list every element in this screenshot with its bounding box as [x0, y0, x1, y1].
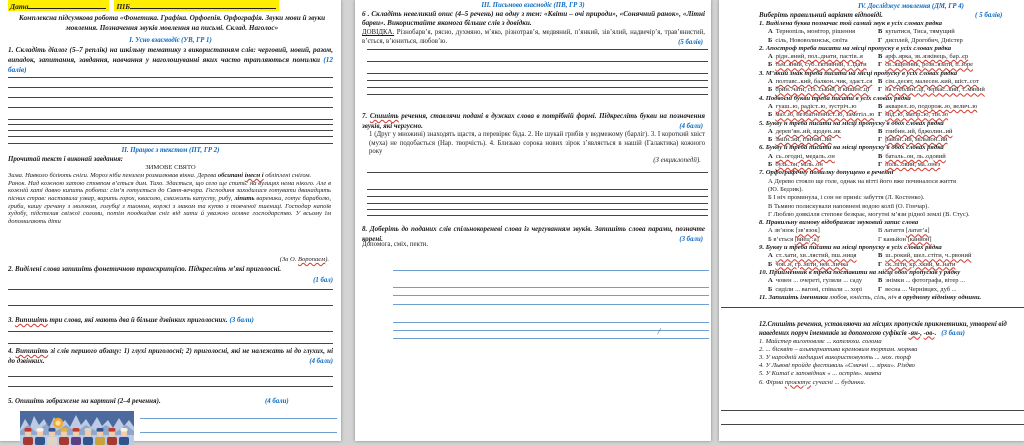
question-text: 11. Запишіть іменники — [759, 293, 830, 301]
section-divider-line — [8, 143, 333, 144]
story-segment: обліплені снігом. — [263, 172, 312, 179]
question-text: наведених поруч іменників за допомогою суфіксів — [759, 329, 909, 337]
option-g — [878, 61, 1024, 69]
writing-line-blue — [140, 432, 337, 433]
options-row — [759, 227, 1024, 235]
option-a — [768, 227, 878, 235]
question-2 — [759, 45, 1024, 70]
option-text-misspelled: маз..ю, незбагненніст..ю, заметіл..ю — [775, 111, 875, 119]
task-7-attribution: (З енциклопедії). — [653, 157, 701, 164]
question-text: 10. Прийменник в треба поставити на місці обох пропусків у рядку — [759, 268, 961, 276]
story-paragraph-1 — [8, 172, 331, 180]
task-6: 6 . Складіть невеликий опис (4–5 речень) на одну з тем: «Квіти – очі природи», «Сонячний ранок», «Літні барви». Використайте якомога більше слів з довідки. — [362, 10, 705, 28]
option-v — [878, 53, 1024, 61]
option-b — [768, 37, 878, 45]
sentence-item: 4. У Львові пройде фестиваль «Смачні ... зірки». Різдво — [759, 362, 915, 370]
question-1 — [759, 20, 1024, 45]
option-v — [878, 153, 1024, 161]
option-a: А Дерево стояло ще голе, однак на вітті його вже починалося життя (Ю. Бедзик). — [768, 177, 957, 193]
task-2: 2. Виділені слова запишіть фонетичною транскрипцією. Підкресліть м’які приголосні. — [8, 265, 282, 273]
name-highlight — [114, 0, 279, 11]
task-7 — [362, 112, 705, 131]
option-letter: В — [878, 252, 883, 260]
test-intro-text: Виберіть правильний варіант відповіді. — [759, 11, 883, 19]
task-6-points: (5 балів) — [678, 39, 703, 46]
writing-line — [367, 73, 708, 74]
writing-line — [8, 130, 333, 131]
option-letter: Б — [768, 136, 773, 144]
section-heading-written: ІІІ. Письмово взаємодіє (ПВ, ГР 3) — [481, 2, 585, 9]
option-g — [878, 37, 1024, 45]
option-letter: Б — [768, 36, 773, 44]
writing-line — [8, 305, 333, 306]
writing-line — [8, 136, 333, 137]
option-text-misspelled: брин..чати, сіл..ський, в кишен..ці — [775, 86, 870, 94]
question-6 — [759, 144, 1024, 169]
option-g: Г Люблю довкілля степове безкрає, могутні м’язи рідної землі (В. Стус). — [768, 210, 970, 218]
option-a — [768, 252, 878, 260]
writing-line-blue — [393, 287, 709, 288]
writing-line-blue — [393, 338, 709, 339]
option-text: Б в’ється — [768, 235, 795, 243]
option-letter: Б — [768, 61, 773, 69]
story-attribution — [8, 256, 329, 264]
option-text-misspelled: рідн..яний, пол..днати, пастів..я — [775, 53, 863, 61]
task-4-text: зі слів першого абзацу: 1) глухі приголосні; 2) приголосні, які не належать ні до глухих, ні до дзвінких. — [8, 347, 334, 365]
options-row — [759, 28, 1024, 36]
option-text: знімки ... фотографа, вітер ... — [885, 277, 965, 285]
document-page-3[interactable] — [719, 0, 1024, 441]
writing-line — [367, 215, 708, 216]
option-letter: Б — [768, 161, 773, 169]
attribution-segment: (За О. — [279, 256, 298, 263]
option-b — [768, 161, 878, 169]
task-1-points: (12 балів) — [8, 55, 333, 74]
task-8-words: Допомога, сміх, пекти. — [362, 241, 429, 248]
option-text-misspelled: на стеблин..ці, черкас..кий, т..мяний — [885, 86, 985, 94]
test-intro — [759, 11, 1024, 20]
option-a — [768, 78, 878, 86]
task-7-verb-misspelled: Спишіть — [369, 112, 399, 120]
question-5 — [759, 120, 1024, 145]
options-row — [759, 103, 1024, 111]
option-b — [768, 286, 878, 294]
option-text: Г каньйон — [878, 235, 908, 243]
option-text-misspelled: ш..рокий, шел..стіти, ч..рвоний — [885, 252, 972, 260]
attribution-name-misspelled: Воропаєм — [298, 256, 326, 263]
option-text-misspelled: глибин..ий, бджолин..ий — [885, 127, 953, 135]
option-letter: А — [768, 28, 773, 36]
writing-line — [8, 87, 333, 88]
word-misspelled: проєктує — [784, 378, 812, 386]
options-row — [759, 78, 1024, 86]
option-letter: А — [768, 127, 773, 135]
question-text: 7. Орфографічну помилку допущено в реченні — [759, 169, 894, 177]
option-letter: Г — [878, 285, 883, 293]
question-text: 4. Подвоєні букви треба писати в усіх словах рядка — [759, 94, 911, 102]
writing-line — [367, 49, 708, 50]
option-text: дисплей, Дрогобич, Дністер — [885, 36, 963, 44]
option-text: Тернопіль, монітор, рішення — [775, 28, 856, 36]
transcription-misspelled: [вйец’:а] — [794, 235, 819, 243]
option-letter: А — [768, 152, 773, 160]
question-text: 1. Виділена буква позначає той самий звук в усіх словах рядка — [759, 20, 942, 27]
task-7-number: 7. — [362, 112, 370, 120]
options-row — [759, 286, 1024, 294]
options-row — [759, 111, 1024, 119]
option-text-misspelled: ск..піти, кр..хкий, м..нати — [885, 260, 956, 268]
option-letter: Г — [878, 36, 883, 44]
option-letter: Б — [768, 86, 773, 94]
option-letter: А — [768, 78, 773, 86]
option-a — [768, 153, 878, 161]
task-3-number: 3. — [8, 316, 15, 324]
text-cursor-mark: / — [656, 326, 662, 336]
question-text: 9. Букву и треба писати на місці пропуску в усіх словах рядка — [759, 244, 942, 252]
question-text: 6. Букву й треба писати на місці пропуску в обох словах рядка — [759, 144, 944, 152]
task-4 — [8, 347, 333, 366]
option-text-misspelled: зміїн..ий, глинян..ий — [775, 136, 832, 144]
question-4 — [759, 95, 1024, 120]
read-prompt: Прочитай текст і виконай завдання: — [8, 156, 124, 163]
question-text: 5. Букву н треба писати на місці пропуску в обох словах рядка — [759, 119, 944, 127]
option-text-misspelled: полтавс..кий, балкон..чик, здаєт..ся — [775, 78, 873, 86]
option-text-misspelled: тьм..яний, суб..єктивний, з..їдати — [775, 61, 867, 69]
header-highlight-band — [8, 0, 279, 11]
dovidka-block — [362, 29, 705, 47]
option-text-misspelled: сім..десят, малесен..кий, шіст..сот — [885, 78, 979, 86]
option-b — [768, 86, 878, 94]
question-text: . — [934, 329, 937, 337]
question-11 — [759, 294, 1024, 302]
question-text: в орудному відмінку однини. — [896, 293, 982, 301]
name-label: ПІБ — [116, 2, 130, 11]
option-letter: А — [768, 102, 773, 110]
option-letter: В — [878, 53, 883, 61]
question-nouns: любов, юність, сіль, ніч — [829, 293, 897, 301]
section-heading-text-work: ІІ. Працює з текстом (ПТ, ГР 2) — [121, 147, 220, 154]
writing-line — [367, 203, 708, 204]
option-text-misspelled: арф..ярка, зв..язківець, бар..єр — [885, 53, 969, 61]
task-3-verb-misspelled: Випишіть — [15, 316, 48, 324]
option-text-misspelled: акварел..ю, подорож..ю, велич..ю — [885, 102, 978, 110]
options-row — [759, 37, 1024, 45]
writing-line-blue — [393, 270, 709, 271]
transcription-misspelled: [канйон] — [907, 235, 932, 243]
story-bold-word-misspelled: інеєм і — [244, 172, 264, 179]
writing-line — [8, 119, 333, 120]
option-letter: Б — [768, 260, 773, 268]
options-row — [759, 252, 1024, 260]
writing-line — [8, 124, 333, 125]
question-3 — [759, 70, 1024, 95]
option-v — [878, 103, 1024, 111]
option-b — [768, 236, 878, 244]
option-text-misspelled: сь..огодні, медаль..он — [775, 152, 835, 160]
assignment-title: Комплексна підсумкова робота «Фонетика. Графіка. Орфоепія. Орфографія. Звуки мови й звуки мовлення. Позначення звуків мовлення на письмі. Склад. Наголос» — [18, 14, 326, 33]
writing-line-blue — [393, 295, 709, 296]
task-1 — [8, 46, 333, 75]
option-b — [768, 111, 878, 119]
option-g — [878, 236, 1024, 244]
option-text: сіль, Нововолинськ, сюїта — [775, 36, 848, 44]
option-letter: В — [878, 102, 883, 110]
dovidka-words: Різнобарв’я, рясно, духмяно, м’яко, різнотрав’я, медвяний, п’янкий, зів’ялий, надвечір’я, трав’янистий, в’ється, в’юниться, любов’ю. — [362, 29, 705, 45]
option-letter: А — [768, 53, 773, 61]
option-text: В латаття — [878, 227, 906, 235]
question-12-points: (3 бали) — [941, 329, 965, 337]
option-g — [878, 111, 1024, 119]
suffix-misspelled: -ов- — [923, 329, 935, 337]
option-letter: В — [878, 152, 883, 160]
option-a — [768, 103, 878, 111]
writing-line-blue — [393, 322, 709, 323]
suffix-misspelled: -ян- — [908, 329, 921, 337]
option-letter: В — [878, 78, 883, 86]
task-4-points: (4 бали) — [309, 358, 333, 365]
option-text: сиділи ... вагоні, співали ... хорі — [775, 285, 863, 293]
question-text: , — [920, 329, 924, 337]
option-a — [768, 53, 878, 61]
writing-line — [8, 376, 333, 377]
test-points: ( 5 балів) — [975, 11, 1003, 19]
option-text-misspelled: дерев’ян..ий, щоден..ик — [775, 127, 841, 135]
options-row — [759, 261, 1024, 269]
writing-line — [721, 410, 1024, 411]
writing-line — [8, 289, 333, 290]
option-g — [878, 286, 1024, 294]
option-a — [768, 128, 878, 136]
question-12 — [759, 321, 1024, 338]
option-g — [878, 86, 1024, 94]
option-letter: А — [768, 252, 773, 260]
option-letter: В — [878, 127, 883, 135]
task-7-text: речення, ставлячи подані в дужках слова в потрібній формі. Підкресліть букви на позначення звуків, які чергуємо. — [362, 112, 706, 130]
option-text-misspelled: мід..ю, матір..ю, тін..ю — [885, 111, 948, 119]
options-row — [759, 61, 1024, 69]
writing-line — [367, 196, 708, 197]
options-row — [759, 86, 1024, 94]
question-text: 3. М’який знак треба писати на місці пропуску в усіх словах рядка — [759, 69, 958, 77]
transcription-misspelled: [латат’а] — [905, 227, 930, 235]
task-4-verb-misspelled: Випишіть — [15, 347, 49, 355]
option-b — [768, 136, 878, 144]
question-10 — [759, 269, 1024, 294]
writing-line — [8, 386, 333, 387]
writing-line — [8, 97, 333, 98]
date-highlight — [8, 0, 109, 11]
task-5: 5. Опишіть зображене на картині (2–4 речення). — [8, 397, 161, 405]
option-a — [768, 277, 878, 285]
option-g — [878, 261, 1024, 269]
option-g — [878, 136, 1024, 144]
sentence-item: 5. У Китаї є заповідник « ... острів». мавпа — [759, 370, 882, 378]
option-letter: Г — [878, 161, 883, 169]
name-blank-line — [130, 0, 276, 9]
option-v — [878, 78, 1024, 86]
story-bold-word: ліпить — [234, 194, 255, 202]
question-8 — [759, 219, 1024, 244]
sentence-item — [759, 379, 1024, 387]
option-letter: Г — [878, 61, 883, 69]
option-text-misspelled: поль..овий, ма..онез — [885, 161, 941, 169]
task-5-points: (4 бали) — [265, 398, 289, 405]
option-letter: Б — [768, 111, 773, 119]
options-row — [759, 236, 1024, 244]
writing-line-blue — [393, 304, 709, 305]
option-v — [878, 252, 1024, 260]
writing-line-blue — [393, 330, 709, 331]
option-text: купатися, Тиса, тямущий — [885, 28, 955, 36]
task-4-number: 4. — [8, 347, 16, 355]
story-title: ЗИМОВЕ СВЯТО — [145, 164, 196, 171]
writing-line-blue — [140, 418, 337, 419]
option-b: Б І ніч проминула, і сон не приніс забуття (Л. Костенко). — [768, 194, 925, 202]
writing-line — [367, 61, 708, 62]
option-text: весна ... Чернівцях, дуб ... — [885, 285, 957, 293]
task-8-points: (3 бали) — [679, 236, 703, 243]
writing-line — [8, 107, 333, 108]
task-3-points: (3 бали) — [229, 316, 254, 324]
story-segment: вареники, готує бараболю, гриби, кашу гречану з молоком, голубці з пшоном, коржі з маком та кутю з товченої пшениці. Господар напоїв худобу, підстелив свіжої соломи, потім поодкидав сніг від хати й уважно огляне господарство. У всьому їм допомагають діти — [8, 194, 331, 225]
writing-line — [8, 343, 333, 344]
task-7-sentences: 1 (Друг у множині) знаходять щастя, а перевіряє біда. 2. Не шукай грибів у ведмежому (барліг). 3. І короткий хвіст (муха) не подобається (Нар. творчість). 4. Близько сорока нових зірок з’являється в нашій (Галактика) кожного року — [369, 131, 705, 156]
option-text: човен ... очереті, гуляли ... саду — [775, 277, 863, 285]
option-v: В Тьмяно полискували наповнені водою колії (О. Гончар). — [768, 202, 929, 210]
writing-line — [367, 189, 708, 190]
options-row — [759, 136, 1024, 144]
option-text-misspelled: буль..он, міль..он — [775, 161, 823, 169]
question-9 — [759, 244, 1024, 269]
question-text: 2. Апостроф треба писати на місці пропуску в усіх словах рядка — [759, 44, 952, 52]
task-8: 8. Доберіть до поданих слів спільнокореневі слова із чергуванням звуків. Запишіть слова парами, позначте корені. — [362, 225, 705, 243]
dovidka-label: ДОВІДКА. — [362, 29, 395, 36]
question-text-line-1: 12.Спишіть речення, уставляючи на місцях пропусків прикметники, утворені від — [759, 321, 1007, 329]
writing-line — [8, 77, 333, 78]
story-segment: Ранок. Над кожною хатою стовпом в’ється дим. Тихо. Здається, що село ще спить: на вулицях нема нікого. Але в кожній хаті давно кипить робота: сім’я готується до Свят-вечора. Господиня заходилася готувати дванадцять пісних страв: наставила узвар, варить горох, квасолю, смажить капусту, рибу, — [8, 179, 331, 202]
option-v — [878, 128, 1024, 136]
task-7-points: (4 бали) — [679, 123, 703, 130]
option-b — [768, 61, 878, 69]
writing-line — [721, 307, 1024, 308]
options-row — [759, 53, 1024, 61]
question-text-line-2 — [759, 330, 1024, 339]
option-v — [878, 277, 1024, 285]
sentence-segment: 6. Фірма — [759, 378, 785, 386]
options-row — [759, 161, 1024, 169]
writing-line — [8, 331, 333, 332]
options-row — [759, 277, 1024, 285]
option-letter: А — [768, 277, 773, 285]
sentence-item: 3. У народній медицині використовують ... мох. торф — [759, 354, 912, 362]
task-3-text: три слова, які мають два й більше дзвінких приголосних. — [47, 316, 230, 324]
options-row — [759, 153, 1024, 161]
option-letter: Б — [768, 285, 773, 293]
task-1-text: 1. Складіть діалог (5–7 реплік) на шкільну тематику з використанням слів: черговий, новий, разом, випадок, запитання, завдання, навчання у наголошуванні яких часто трапляються помилки — [8, 46, 333, 64]
option-letter: В — [878, 28, 883, 36]
option-text-misspelled: баталь..он, ль..одовий — [885, 152, 946, 160]
option-text-misspelled: район..ий, мільйон..ий — [885, 136, 948, 144]
writing-line — [367, 94, 708, 95]
writing-line — [367, 80, 708, 81]
task-2-points: (1 бал) — [313, 277, 333, 284]
option-g — [878, 161, 1024, 169]
story-paragraph-2 — [8, 180, 331, 226]
option-v — [878, 227, 1024, 235]
story-bold-word: обсипані — [217, 172, 245, 179]
question-7 — [759, 169, 1024, 219]
writing-line — [367, 172, 708, 173]
sentence-item: 2. ... бісквіт – альтернатива кремовим тортам. морква — [759, 346, 918, 354]
story-segment: Зима. Навколо біліють сніги. Мороз ніби пензлем розмалював вікна. Дерева — [8, 172, 218, 179]
option-v — [878, 28, 1024, 36]
sentence-segment: сучасні ... будинки. — [811, 378, 866, 386]
option-letter: Г — [878, 111, 883, 119]
attribution-segment: ). — [325, 256, 329, 263]
section-heading-research: ІV. Досліджує мовлення (ДМ, ГР 4) — [858, 3, 964, 10]
option-text-misspelled: чов..н, гр..міти, нев..личка — [775, 260, 849, 268]
option-letter: Г — [878, 260, 883, 268]
options-row — [759, 128, 1024, 136]
option-text: А зв’язок — [768, 227, 796, 235]
question-text: 8. Правильну вимову відображає звуковий запис слова — [759, 219, 919, 227]
sentence-item: 1. Майстер виготовляє ... капелюхи. солома — [759, 338, 882, 346]
story-text — [8, 172, 331, 226]
option-text-misspelled: гуаш..ю, радіст..ю, зустріч..ю — [775, 102, 857, 110]
writing-line — [367, 87, 708, 88]
document-page-2[interactable] — [355, 0, 711, 441]
option-text-misspelled: ст..хати, хв..лястий, пш..ниця — [775, 252, 857, 260]
option-text-misspelled: св..ященник, розв..язати, п..юре — [885, 61, 974, 69]
date-blank-line — [28, 0, 106, 9]
page-3-content — [719, 0, 1024, 425]
writing-line — [721, 424, 1024, 425]
painting-image — [20, 411, 134, 445]
option-letter: Г — [878, 136, 883, 144]
option-b — [768, 261, 878, 269]
option-letter: Г — [878, 86, 883, 94]
transcription-misspelled: [зв’язок] — [795, 227, 820, 235]
writing-line — [367, 209, 708, 210]
option-letter: В — [878, 277, 883, 285]
document-page-1[interactable] — [0, 0, 341, 441]
task-3 — [8, 316, 333, 325]
section-heading-oral: І. Усно взаємодіє (УВ, ГР 1) — [129, 37, 212, 44]
option-a — [768, 28, 878, 36]
date-label: Дата — [10, 2, 29, 11]
